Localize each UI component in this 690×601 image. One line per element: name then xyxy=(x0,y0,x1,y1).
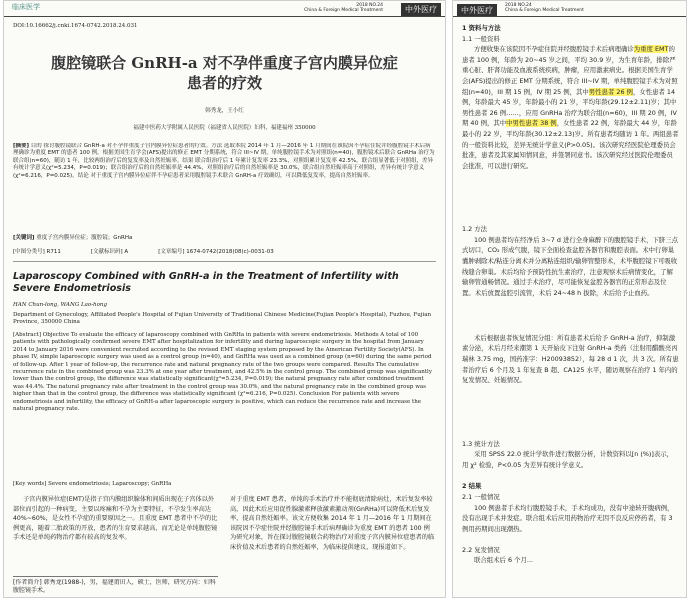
paragraph-general-data-part3: ，女性患者 14 例，年龄最大 45 岁，年龄最小的 21 岁，平均年龄(29.12±2.11)岁；其中男性患者 26 例……，应用 GnRHa 治疗为联合组(n=60)，III 期 20 例，IV 期 40 例，其中 xyxy=(462,87,677,128)
journal-title-badge: 中外医疗 xyxy=(401,3,441,16)
body-column-2: 对于重度 EMT 患者，单纯的手术治疗并不能彻底清除病灶，术后复发率较高，因此术后应用促性腺激素释放激素激动剂(GnRHa)可以降低术后复发率，提高自然妊娠率。该文方便收集 2014 年 1 月—2016 年 1 月期间在该院因不孕症住院并经腹腔镜手术后病理确诊为重度 EMT 的患者 100 例为研究对象，旨在探讨腹腔镜联合药物治疗对重度子宫内膜异位症患者的临床价值及术后患者的自然妊娠率，为临床提供建议，现报道如下。 xyxy=(230,496,435,551)
abstract-divider xyxy=(13,261,436,262)
article-title-cn xyxy=(13,53,436,93)
abstract-cn-label: [摘要] xyxy=(13,143,30,149)
authors-cn: 韩秀龙，王小红 xyxy=(205,108,244,114)
journal-english-right xyxy=(505,3,584,13)
journal-english-title-right: China & Foreign Medical Treatment xyxy=(505,8,584,13)
authors-en: HAN Chun-long, WANG Lao-hong xyxy=(13,302,107,308)
paragraph-statistics: 采用 SPSS 22.0 统计学软件进行数据分析，计数资料以[n (%)]表示，用 χ² 检验，P<0.05 为差异有统计学意义。 xyxy=(462,450,674,469)
highlight-severe-emt: 为重度 EMT xyxy=(633,45,669,54)
keywords-en: [Key words] Severe endometriosis; Laparoscopy; GnRHa xyxy=(13,481,172,487)
journal-english-title: China & Foreign Medical Treatment xyxy=(304,8,383,13)
header-rule xyxy=(4,16,445,17)
journal-volume: 2018 NO.24 xyxy=(356,3,383,8)
abstract-cn-text: 目的 探讨腹腔镜联合 GnRH-a 对不孕伴重度子宫内膜异位症患者的疗效。方法 选取本院 2014 年 1 月—2016 年 1 月期间在该院因不孕症住院并经腹腔镜手术后病理确诊为重度 EMT 的患者 100 例，根据美国生育学会(AFS)提出的修正 EMT 分期系统，符合 III~IV 期，单纯腹腔镜手术为对照组(n=40)，腹腔镜术后联合 GnRHa 治疗为联合组(n=60)，随访 1 年，比较两组治疗后的复发率及自然妊娠率。结果 联合组治疗后 1 年累计复发率 23.3%，对照组累计复发率 42.5%，联合组显著低于对照组，差异有统计学意义(χ²=5.234，P=0.019)；联合组治疗后的自然妊娠率是 44.4%，对照组治疗后的自然妊娠率是 30.0%，联合组自然妊娠率高于对照组，差异有统计学意义(χ²=6.216，P=0.025)。结论 对于重度子宫内膜异位症伴不孕症患者采用腹腔镜手术联合 GnRH-a 疗效确切，可以降低复发率，提高自然妊娠率。 xyxy=(13,143,435,179)
author-intro: [作者简介] 韩秀龙(1988-)，男，福建莆田人，硕士，医师，研究方向：妇科腹腔镜手术。 xyxy=(13,579,216,594)
right-body xyxy=(462,23,679,566)
highlight-male-38: 中男性患者 38 例 xyxy=(506,119,557,128)
affiliation-en: Department of Gynecology, Affiliated People's Hospital of Fujian University of Traditional Chinese Medicine(Fujian People's Hospital), Fuzhou, Fujian Province, 350000 China xyxy=(13,312,432,326)
right-article-page xyxy=(452,0,687,598)
paragraph-surgery: 100 例患者均在经净后 3~7 d 进行全身麻醉下的腹腔镜手术，下脐三点式切口，CO₂ 形成气腹，镜下全面检查盆腔各器官和腹腔表面。术中行卵巢囊肿剥除术/粘连分离术并分离粘连组织/输卵管整形术，术毕腹腔镜下可吸收线缝合卵巢。术后均给予预防性抗生素治疗，注意观察术后病情变化，了解输卵管通畅情况。通过手术治疗，尽可能恢复盆腔各器官的正常形态及位置。术后放置盆腔引流管，术后 24~48 h 拔除，术后给予止血药。 xyxy=(462,235,679,297)
abstract-cn xyxy=(13,143,436,215)
header-rule-right xyxy=(453,16,686,17)
left-article-page xyxy=(3,0,446,598)
keywords-cn xyxy=(13,235,436,242)
article-title-en xyxy=(13,271,436,295)
subsection-methods: 1.2 方法 xyxy=(462,225,487,234)
subsection-general-results: 2.1 一般情况 xyxy=(462,492,500,501)
section-materials-methods: 1 资料与方法 xyxy=(462,24,501,32)
paragraph-general-data xyxy=(462,44,679,224)
journal-label: 临床医学 xyxy=(12,3,40,11)
subsection-recurrence: 2.2 复发情况 xyxy=(462,545,500,554)
paragraph-gnrha: 术后根据患者恢复情况分组：所有患者术后给予 GnRH-a 治疗，抑制激素分泌，术后月经来潮第 1 天开始皮下注射 GnRH-a 类药（注射用醋酸亮丙瑞林 3.75 mg，国药准字：H20093852），每 28 d 1 次，共 3 次。所有患者治疗后 6 个月及 1 年复查 B 超、CA125 水平，随访观察在治疗 1 年内的复发情况、妊娠情况。 xyxy=(462,333,679,385)
journal-english xyxy=(263,3,383,13)
affiliation-cn: 福建中医药大学附属人民医院（福建省人民医院）妇科，福建福州 350000 xyxy=(133,125,316,131)
section-results: 2 结果 xyxy=(462,482,482,491)
footnote-rule xyxy=(13,576,218,577)
document-code: [文献标识码] A xyxy=(90,249,129,255)
paragraph-general-data-part4: ，女性患者 22 例，年龄最大 44 岁，年龄最小的 22 岁，平均年龄(30.12±2.13)岁。所有患者均随访 1 年。两组患者的一般资料比较，差异无统计学意义(P>0.05)。该次研究经医院伦理委员会批准，患者及其家属知情同意，并签署同意书。该次研究经过医院伦理委员会批准，可以进行研究。 xyxy=(462,119,679,170)
journal-volume-right: 2018 NO.24 xyxy=(505,3,532,8)
keywords-cn-label: [关键词] xyxy=(13,235,35,241)
classification-row xyxy=(13,249,436,256)
keywords-cn-text: 重度子宫内膜异位症；腹腔镜；GnRHa xyxy=(36,235,133,241)
doi: DOI:10.16662/j.cnki.1674-0742.2018.24.031 xyxy=(13,23,138,29)
abstract-en: [Abstract] Objective To evaluate the efficacy of laparoscopy combined with GnRHa in patients with severe endometriosis. Methods A total of 100 patients with pathologically confirmed severe EMT after hospitalization for infertility and during laparoscopic surgery in the hospital from January 2014 to January 2016 were convenient recruited according to the revised EMT staging system proposed by the American Fertility Society(AFS). In phase IV, simple laparoscopic surgery was used as a control group (n=40), and GnRHa was used as a combined group (n=60) during the same period of follow-up. After 1 year of follow-up, the recurrence rate and natural pregnancy rate of the two groups were compared. Results The cumulative recurrence rate in the combined group was 23.3% at one year after treatment, and 42.5% in the control group. The combined group was significantly lower than the control group, the difference was statistically significant(χ²=5.234, P=0.019); the natural pregnancy rate after combined treatment was 44.4%. The natural pregnancy rate after treatment in the control group was 30.0%, and the natural pregnancy rate in the combined group was higher than that in the control group, the difference was statistically significant (χ²=6.216, P=0.025). Conclusion For patients with severe endometriosis and infertility, the efficacy of GnRH-a after laparoscopic surgery is positive, which can reduce the recurrence rate and increase the natural pregnancy rate. xyxy=(13,332,432,413)
subsection-general-data: 1.1 一般资料 xyxy=(462,34,500,43)
journal-title-badge-right: 中外医疗 xyxy=(457,4,497,17)
highlight-male-26: 男性患者 26 例 xyxy=(588,87,633,96)
paragraph-recurrence: 联合组术后 6 个月... xyxy=(474,556,533,565)
class-number: [中图分类号] R711 xyxy=(13,249,61,255)
title-en-line2: Severe Endometriosis xyxy=(13,283,132,294)
body-column-1: 子宫内膜异位症(EMT)是指子宫内膜组织腺体和间质出现在子宫体以外部位而引起的一种病变，主要以疼痛和不孕为主要特征，不孕发生率高达 40%~60%，是女性不孕症的重要原因之一。且重度 EMT 患者中不孕的比例更高，随着二胎政策的开放，患者的生育要求越高，而无论是单纯腹腔镜手术还是单纯药物治疗都有较高的复发率。 xyxy=(13,496,218,542)
paragraph-general-results: 100 例患者手术均行腹腔镜手术，手术均成功，没有中途转开腹病例，没有出现手术并发症。联合组术后应用药物治疗无因不良反应停药者，有 3 例用药期间出现潮热。 xyxy=(462,503,674,533)
article-number: [文章编号] 1674-0742(2018)08(c)-0031-03 xyxy=(158,249,274,255)
title-en-line1: Laparoscopy Combined with GnRH-a in the Treatment of Infertility with xyxy=(13,271,399,282)
title-cn-line1: 腹腔镜联合 GnRH-a 对不孕伴重度子宫内膜异位症 xyxy=(51,54,398,72)
paragraph-general-data-part1: 方便收集在该院因不孕症住院并经腹腔镜手术后病理确诊 xyxy=(474,45,634,54)
title-cn-line2: 患者的疗效 xyxy=(186,74,262,92)
paragraph-general-data-part2: 的患者 100 例，年龄为 20~45 岁之间，平均 30.9 岁，为生育年龄，排除严重心脏、肝肾功能及血液系统疾病，肿瘤，应用激素病史。根据美国生育学会(AFS)提出的修正 EMT 分期系统，符合 III~IV 期，单纯腹腔镜手术为对照组(n=40)，III 期 15 例，IV 期 25 例，其中 xyxy=(462,45,678,96)
subsection-statistics: 1.3 统计方法 xyxy=(462,439,500,448)
